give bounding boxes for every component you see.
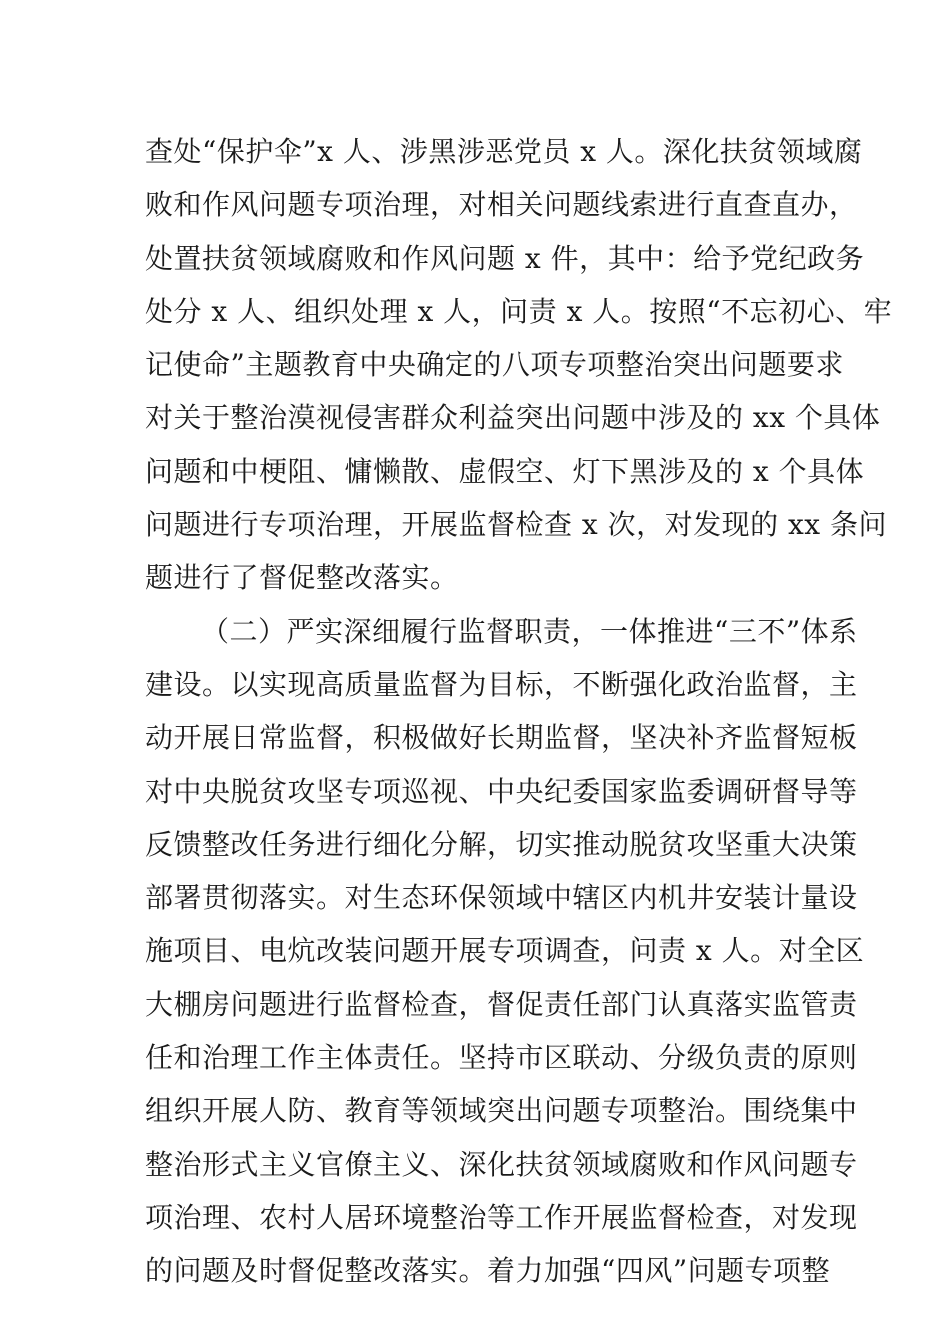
text-line: 问题和中梗阻、慵懒散、虚假空、灯下黑涉及的 x 个具体 <box>145 454 865 488</box>
text-line: 大棚房问题进行监督检查，督促责任部门认真落实监管责 <box>145 987 858 1021</box>
text-line: 对中央脱贫攻坚专项巡视、中央纪委国家监委调研督导等 <box>145 774 858 808</box>
text-line: 问题进行专项治理，开展监督检查 x 次，对发现的 xx 条问 <box>145 508 887 542</box>
text-line: 记使命”主题教育中央确定的八项专项整治突出问题要求 <box>145 348 844 382</box>
text-line: 的问题及时督促整改落实。着力加强“四风”问题专项整 <box>145 1254 831 1288</box>
text-line: 建设。以实现高质量监督为目标，不断强化政治监督，主 <box>145 667 858 701</box>
body-text <box>145 125 893 1298</box>
section-heading-line: （二）严实深细履行监督职责，一体推进“三不”体系 <box>201 614 858 648</box>
text-line: 查处“保护伞”x 人、涉黑涉恶党员 x 人。深化扶贫领域腐 <box>145 135 863 168</box>
text-line: 题进行了督促整改落实。 <box>145 561 459 595</box>
text-line: 处分 x 人、组织处理 x 人，问责 x 人。按照“不忘初心、牢 <box>145 294 893 328</box>
text-line: 组织开展人防、教育等领域突出问题专项整治。围绕集中 <box>145 1094 858 1128</box>
text-line: 任和治理工作主体责任。坚持市区联动、分级负责的原则 <box>145 1041 858 1075</box>
text-line: 项治理、农村人居环境整治等工作开展监督检查，对发现 <box>145 1200 858 1234</box>
text-line: 部署贯彻落实。对生态环保领域中辖区内机井安装计量设 <box>145 881 858 915</box>
text-line: 动开展日常监督，积极做好长期监督，坚决补齐监督短板 <box>145 721 858 755</box>
text-line: 施项目、电炕改装问题开展专项调查，问责 x 人。对全区 <box>145 934 865 968</box>
text-line: 反馈整改任务进行细化分解，切实推动脱贫攻坚重大决策 <box>145 827 858 861</box>
text-line: 处置扶贫领域腐败和作风问题 x 件，其中：给予党纪政务 <box>145 241 865 275</box>
text-line: 败和作风问题专项治理，对相关问题线索进行直查直办， <box>145 188 858 222</box>
text-line: 整治形式主义官僚主义、深化扶贫领域腐败和作风问题专 <box>145 1147 858 1181</box>
text-line: 对关于整治漠视侵害群众利益突出问题中涉及的 xx 个具体 <box>145 401 881 435</box>
